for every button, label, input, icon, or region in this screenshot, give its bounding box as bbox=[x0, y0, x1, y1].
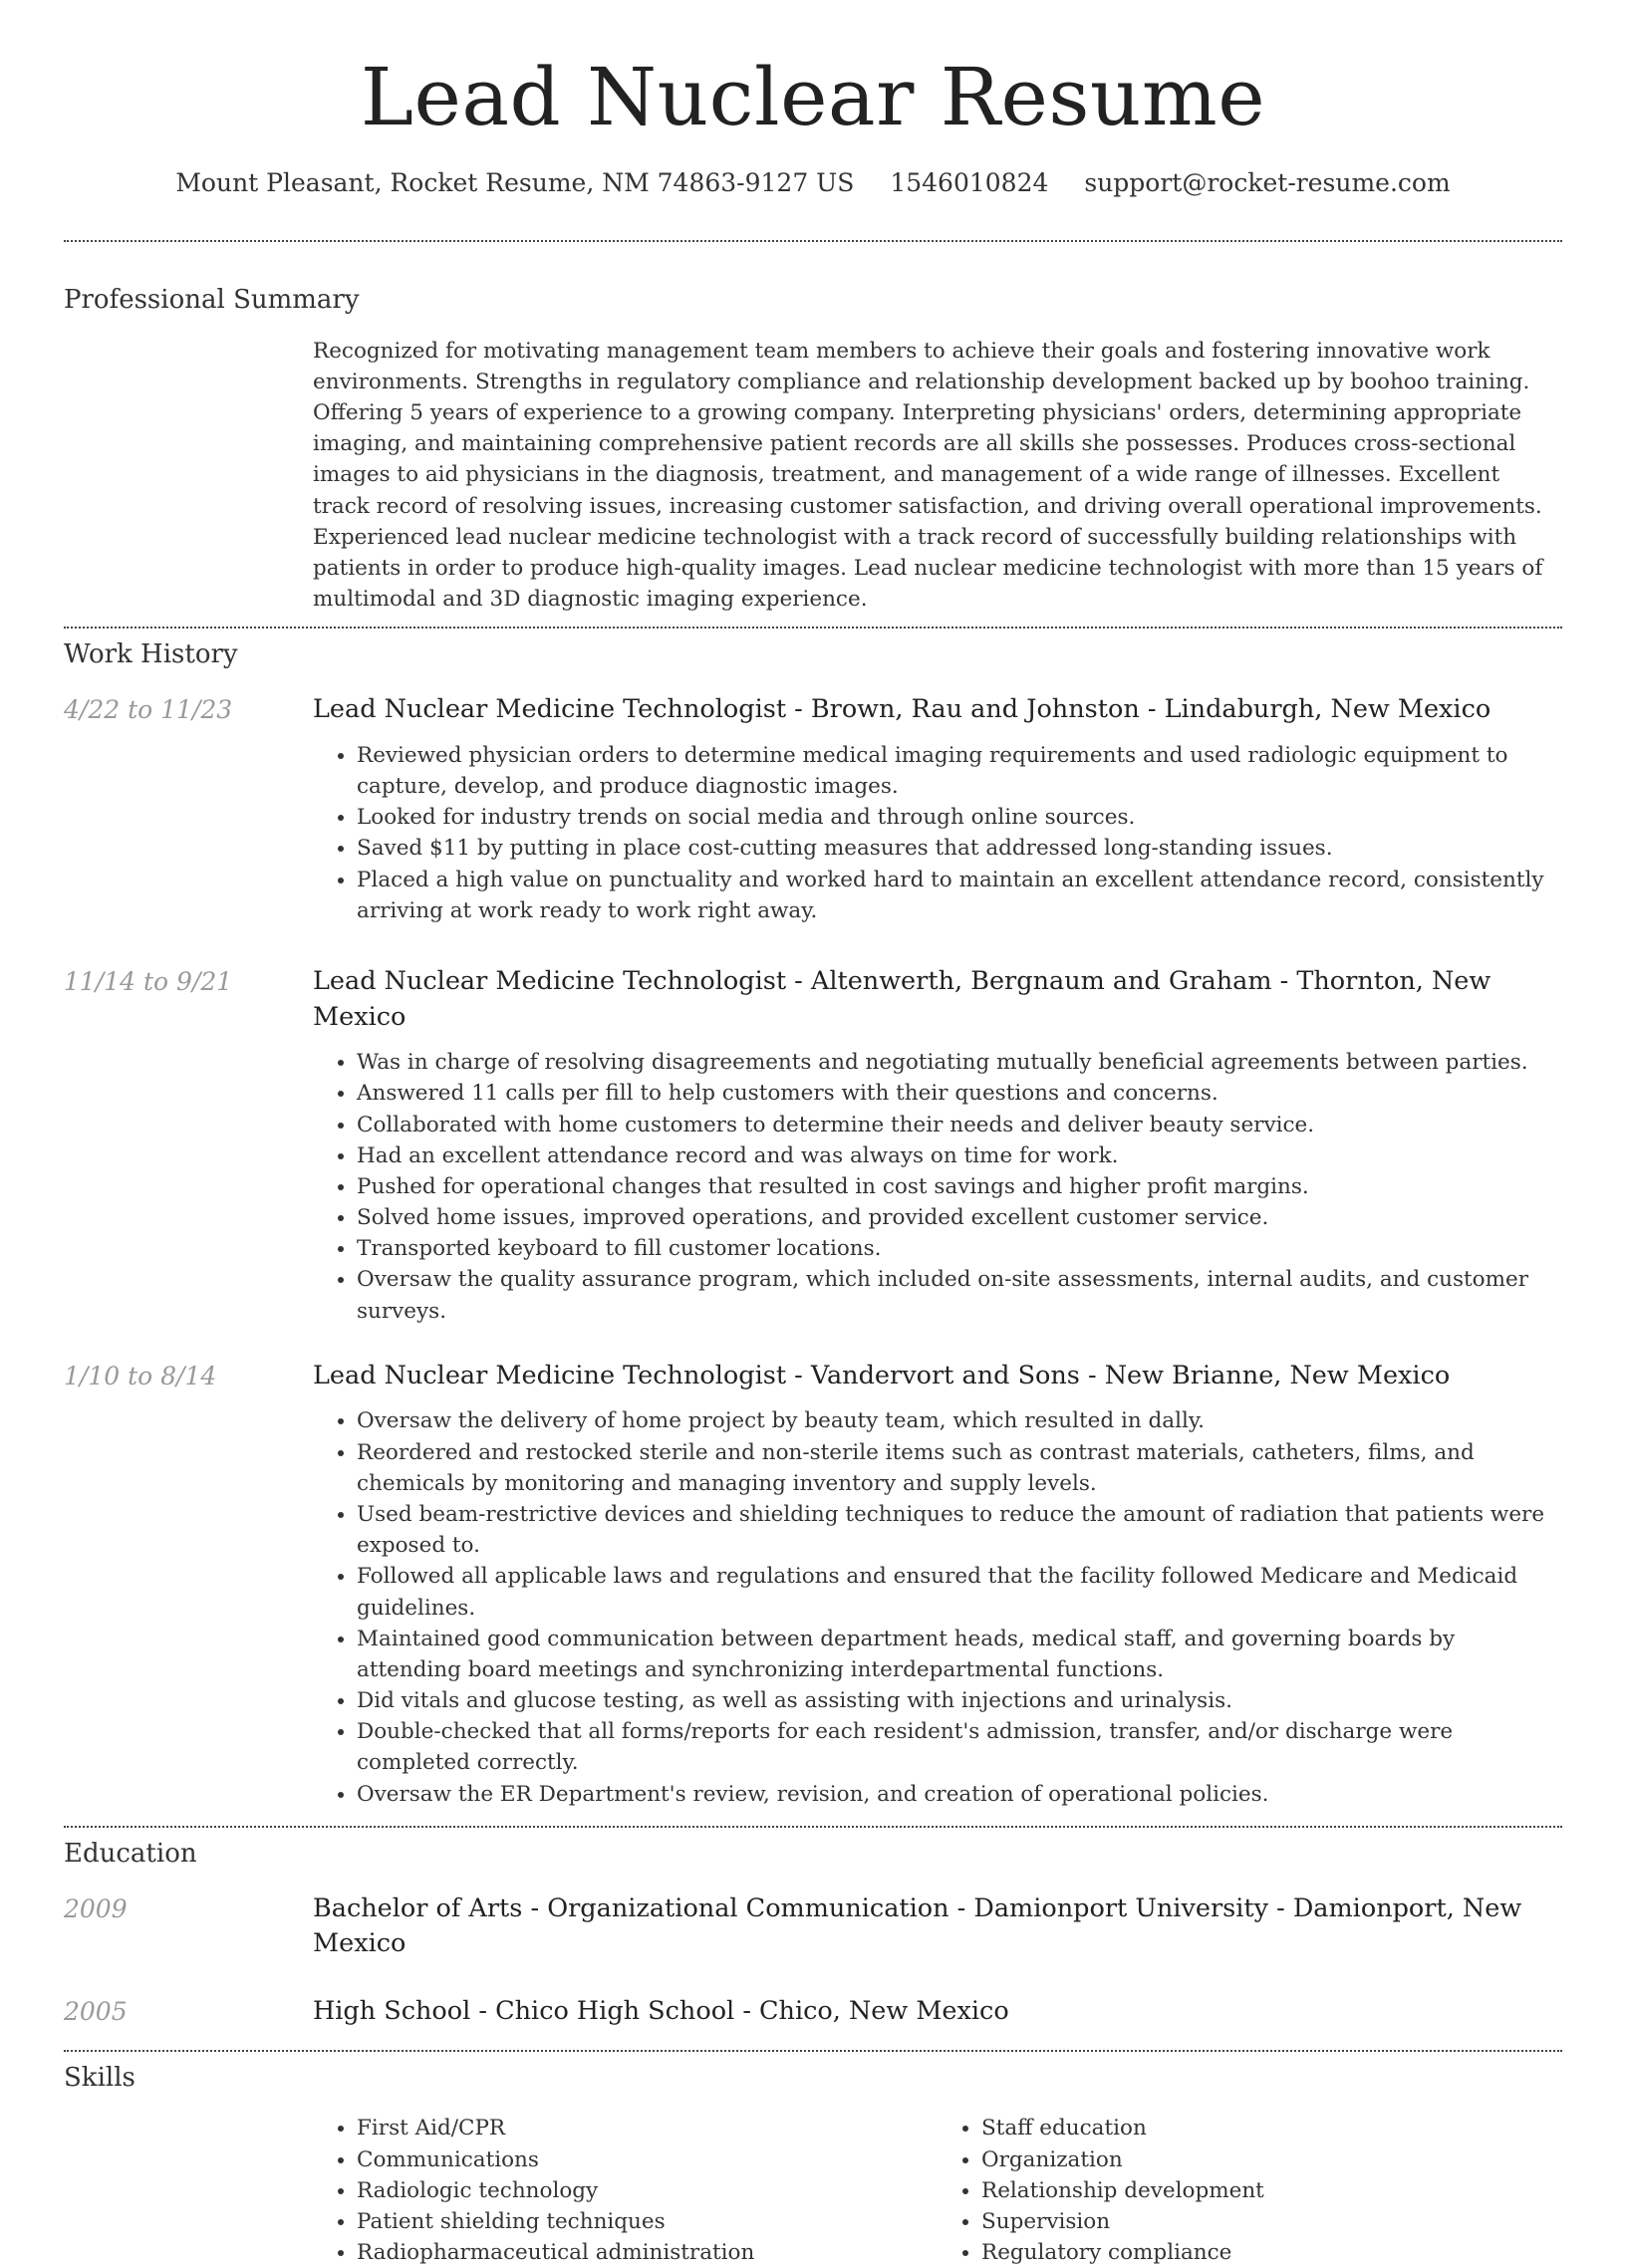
list-item: • Placed a high value on punctuality and worked hard to maintain an excellent attendance record, consistently arriving at work ready to work right away. bbox=[357, 865, 1562, 926]
education-section bbox=[64, 1838, 1562, 2030]
job-dates: 1/10 to 8/14 bbox=[64, 1361, 217, 1390]
section-title-summary: Professional Summary bbox=[64, 285, 360, 315]
list-item: • Communications bbox=[357, 2144, 938, 2175]
skills-list-right bbox=[938, 2113, 1562, 2268]
list-item: • Did vitals and glucose testing, as well as assisting with injections and urinalysis. bbox=[357, 1685, 1562, 1716]
contact-line bbox=[64, 165, 1562, 200]
education-year: 2005 bbox=[64, 1996, 128, 2026]
list-item: • Followed all applicable laws and regulations and ensured that the facility followed Medicare and Medicaid guidelines. bbox=[357, 1561, 1562, 1623]
job-entry bbox=[64, 964, 1562, 1327]
education-heading: Bachelor of Arts - Organizational Communication - Damionport University - Damionport, New Mexico bbox=[313, 1892, 1522, 1959]
job-dates: 4/22 to 11/23 bbox=[64, 695, 233, 725]
summary-section bbox=[64, 284, 1562, 615]
list-item: • Organization bbox=[981, 2144, 1562, 2175]
job-bullets bbox=[313, 1047, 1562, 1327]
list-item: • Had an excellent attendance record and was always on time for work. bbox=[357, 1140, 1562, 1171]
list-item: • Radiologic technology bbox=[357, 2175, 938, 2206]
contact-phone: 1546010824 bbox=[890, 168, 1049, 197]
work-section bbox=[64, 638, 1562, 1809]
summary-spacer bbox=[64, 336, 313, 616]
list-item: • Relationship development bbox=[981, 2175, 1562, 2206]
list-item: • Used beam-restrictive devices and shielding techniques to reduce the amount of radiation that patients were exposed to. bbox=[357, 1499, 1562, 1561]
education-heading: High School - Chico High School - Chico, New Mexico bbox=[313, 1995, 1009, 2026]
education-entry bbox=[64, 1994, 1562, 2030]
skills-list-left bbox=[313, 2113, 938, 2268]
job-bullets bbox=[313, 1405, 1562, 1809]
job-entry bbox=[64, 1359, 1562, 1810]
list-item: • Oversaw the ER Department's review, revision, and creation of operational policies. bbox=[357, 1779, 1562, 1810]
list-item: • Collaborated with home customers to determine their needs and deliver beauty service. bbox=[357, 1110, 1562, 1140]
job-entry bbox=[64, 692, 1562, 926]
list-item: • Staff education bbox=[981, 2113, 1562, 2143]
job-heading: Lead Nuclear Medicine Technologist - Altenwerth, Bergnaum and Graham - Thornton, New Mexico bbox=[313, 965, 1491, 1032]
job-dates: 11/14 to 9/21 bbox=[64, 966, 233, 996]
section-title-skills: Skills bbox=[64, 2062, 136, 2093]
list-item: • Reordered and restocked sterile and non-sterile items such as contrast materials, catheters, films, and chemicals by monitoring and managing inventory and supply levels. bbox=[357, 1437, 1562, 1499]
skills-spacer bbox=[64, 2113, 313, 2268]
list-item: • Maintained good communication between department heads, medical staff, and governing boards by attending board meetings and synchronizing interdepartmental functions. bbox=[357, 1624, 1562, 1685]
skills-section bbox=[64, 2062, 1562, 2268]
job-heading: Lead Nuclear Medicine Technologist - Brown, Rau and Johnston - Lindaburgh, New Mexico bbox=[313, 694, 1491, 725]
list-item: • Saved $11 by putting in place cost-cutting measures that addressed long-standing issues. bbox=[357, 833, 1562, 864]
contact-address: Mount Pleasant, Rocket Resume, NM 74863-9127 US bbox=[175, 168, 855, 197]
list-item: • Looked for industry trends on social media and through online sources. bbox=[357, 802, 1562, 833]
list-item: • Answered 11 calls per fill to help customers with their questions and concerns. bbox=[357, 1078, 1562, 1109]
divider bbox=[64, 1826, 1562, 1828]
divider bbox=[64, 240, 1562, 242]
list-item: • Oversaw the delivery of home project by beauty team, which resulted in dally. bbox=[357, 1405, 1562, 1436]
summary-text: Recognized for motivating management team members to achieve their goals and fostering innovative work environments. Strengths in regulatory compliance and relationship development backed up by boohoo training. Offering 5 years of experience to a growing company. Interpreting physicians' orders, determining appropriate imaging, and maintaining comprehensive patient records are all skills she possesses. Produces cross-sectional images to aid physicians in the diagnosis, treatment, and management of a wide range of illnesses. Excellent track record of resolving issues, increasing customer satisfaction, and driving overall operational improvements. Experienced lead nuclear medicine technologist with a track record of successfully building relationships with patients in order to produce high-quality images. Lead nuclear medicine technologist with more than 15 years of multimodal and 3D diagnostic imaging experience. bbox=[313, 338, 1543, 613]
list-item: • Transported keyboard to fill customer locations. bbox=[357, 1233, 1562, 1264]
job-bullets bbox=[313, 740, 1562, 926]
list-item: • Patient shielding techniques bbox=[357, 2206, 938, 2237]
education-year: 2009 bbox=[64, 1893, 128, 1923]
list-item: • Regulatory compliance bbox=[981, 2237, 1562, 2268]
list-item: • Reviewed physician orders to determine medical imaging requirements and used radiologic equipment to capture, develop, and produce diagnostic images. bbox=[357, 740, 1562, 802]
list-item: • Radiopharmaceutical administration bbox=[357, 2237, 938, 2268]
list-item: • Double-checked that all forms/reports for each resident's admission, transfer, and/or discharge were completed correctly. bbox=[357, 1716, 1562, 1778]
list-item: • First Aid/CPR bbox=[357, 2113, 938, 2143]
divider bbox=[64, 2050, 1562, 2052]
list-item: • Pushed for operational changes that resulted in cost savings and higher profit margins. bbox=[357, 1171, 1562, 1202]
contact-email: support@rocket-resume.com bbox=[1084, 168, 1451, 197]
job-heading: Lead Nuclear Medicine Technologist - Vandervort and Sons - New Brianne, New Mexico bbox=[313, 1360, 1451, 1390]
resume-name: Lead Nuclear Resume bbox=[360, 51, 1266, 143]
list-item: • Supervision bbox=[981, 2206, 1562, 2237]
list-item: • Solved home issues, improved operations, and provided excellent customer service. bbox=[357, 1202, 1562, 1233]
education-entry bbox=[64, 1891, 1562, 1962]
list-item: • Was in charge of resolving disagreements and negotiating mutually beneficial agreements between parties. bbox=[357, 1047, 1562, 1078]
list-item: • Oversaw the quality assurance program, which included on-site assessments, internal audits, and customer surveys. bbox=[357, 1264, 1562, 1326]
divider bbox=[64, 627, 1562, 629]
section-title-work: Work History bbox=[64, 639, 238, 670]
section-title-education: Education bbox=[64, 1838, 197, 1869]
